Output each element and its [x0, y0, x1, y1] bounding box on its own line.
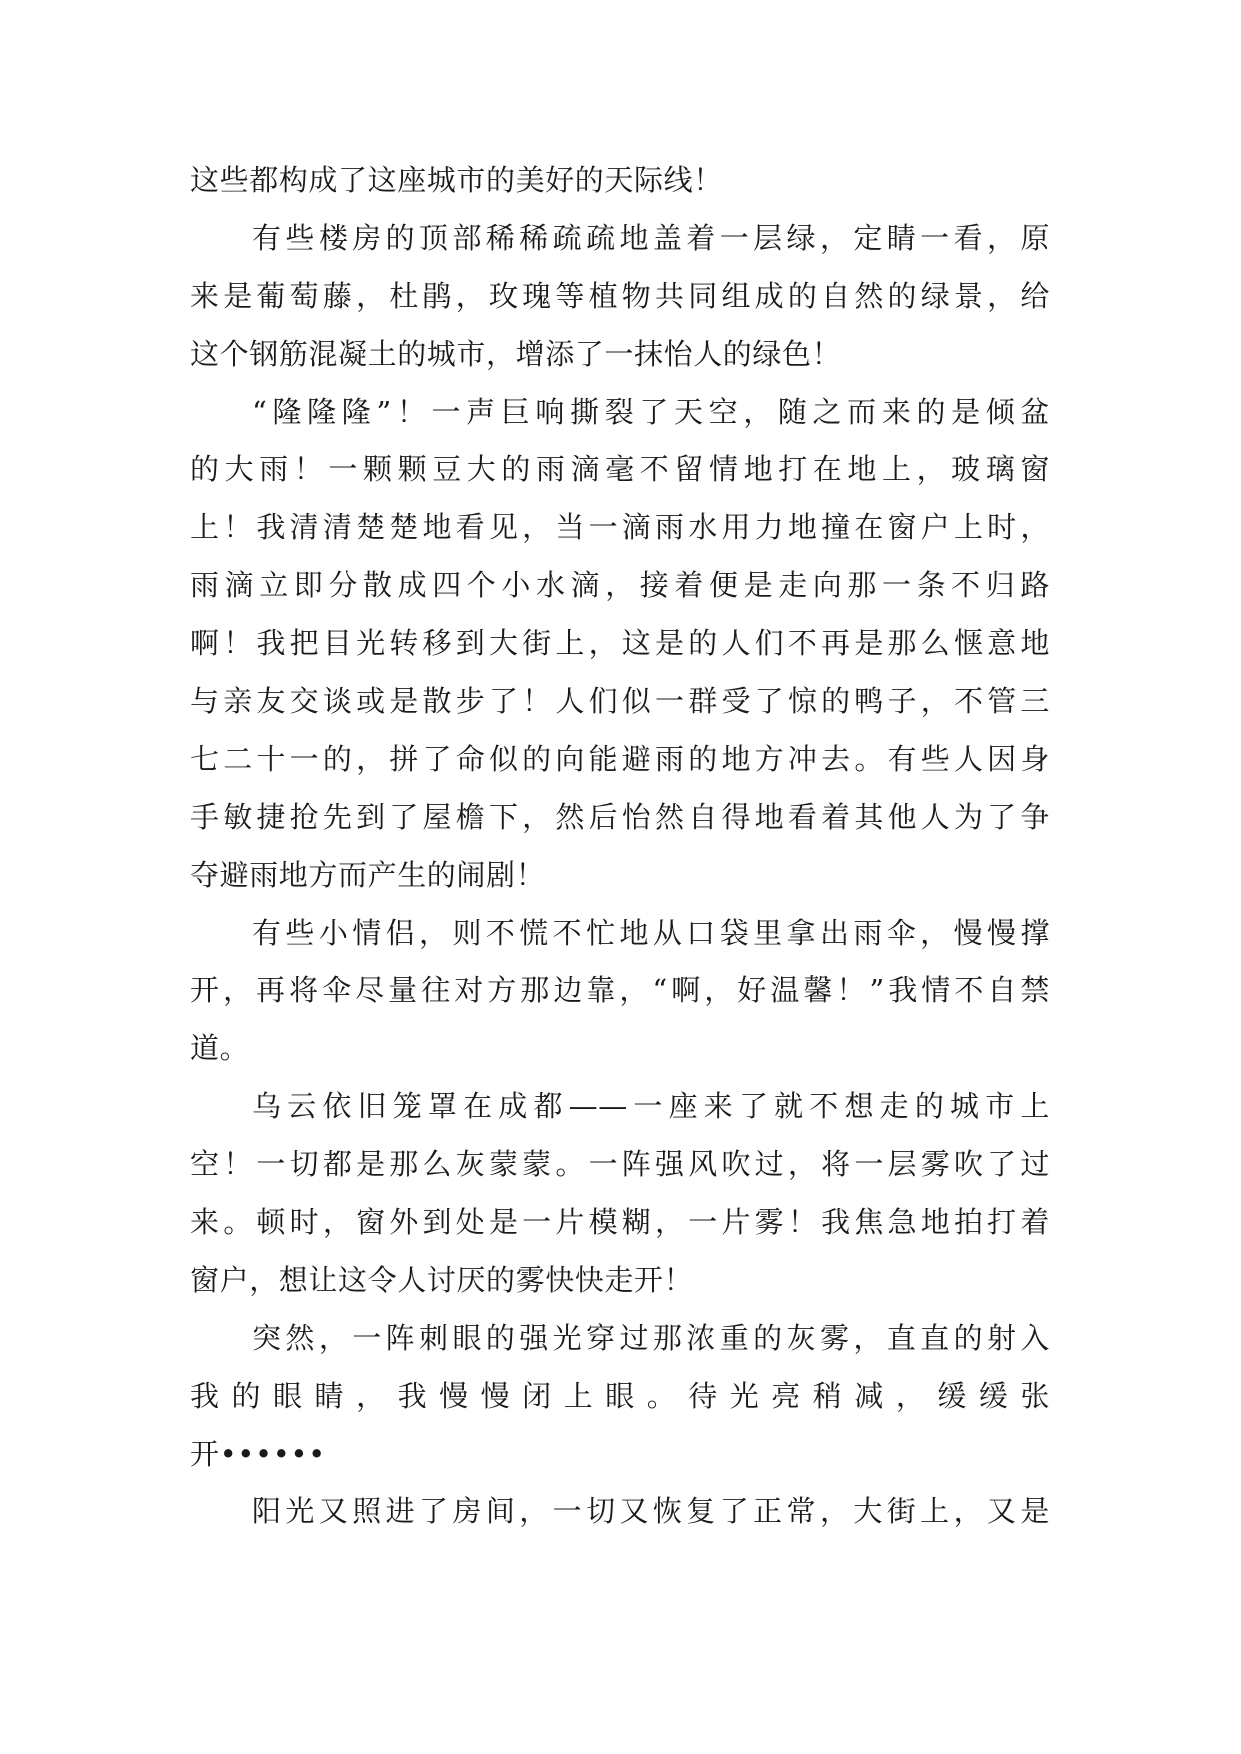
text-line: 阳光又照进了房间，一切又恢复了正常，大街上，又是 [252, 1494, 1050, 1529]
text-line: 来是葡萄藤，杜鹃，玫瑰等植物共同组成的自然的绿景，给 [190, 278, 1050, 313]
text-line: 与亲友交谈或是散步了！人们似一群受了惊的鸭子，不管三 [190, 684, 1050, 719]
text-line: 这些都构成了这座城市的美好的天际线！ [190, 163, 723, 197]
text-line: 手敏捷抢先到了屋檐下，然后怡然自得地看着其他人为了争 [190, 799, 1050, 834]
text-line: 突然，一阵刺眼的强光穿过那浓重的灰雾，直直的射入 [252, 1320, 1050, 1355]
text-line: 夺避雨地方而产生的闹剧！ [190, 857, 546, 892]
text-line: 开•••••• [190, 1436, 326, 1471]
text-line: 我的眼睛，我慢慢闭上眼。待光亮稍减，缓缓张 [190, 1378, 1050, 1413]
text-line: 窗户，想让这令人讨厌的雾快快走开！ [190, 1262, 694, 1297]
text-line: 空！一切都是那么灰蒙蒙。一阵强风吹过，将一层雾吹了过 [190, 1147, 1050, 1182]
text-line: 开，再将伞尽量往对方那边靠，“啊，好温馨！”我情不自禁 [190, 973, 1050, 1008]
text-line: 有些小情侣，则不慌不忙地从口袋里拿出雨伞，慢慢撑 [252, 915, 1050, 950]
body-text [190, 152, 1050, 1541]
text-line: 的大雨！一颗颗豆大的雨滴毫不留情地打在地上，玻璃窗 [190, 452, 1050, 487]
text-line: 啊！我把目光转移到大街上，这是的人们不再是那么惬意地 [190, 626, 1050, 661]
text-line: “隆隆隆”！一声巨响撕裂了天空，随之而来的是倾盆 [252, 394, 1050, 429]
text-line: 这个钢筋混凝土的城市，增添了一抹怡人的绿色！ [190, 336, 842, 371]
text-line: 有些楼房的顶部稀稀疏疏地盖着一层绿，定睛一看，原 [252, 220, 1050, 255]
text-line: 雨滴立即分散成四个小水滴，接着便是走向那一条不归路 [190, 568, 1050, 603]
text-line: 七二十一的，拼了命似的向能避雨的地方冲去。有些人因身 [190, 741, 1050, 776]
text-line: 乌云依旧笼罩在成都——一座来了就不想走的城市上 [252, 1089, 1050, 1124]
text-line: 来。顿时，窗外到处是一片模糊，一片雾！我焦急地拍打着 [190, 1205, 1050, 1240]
text-line: 上！我清清楚楚地看见，当一滴雨水用力地撞在窗户上时， [190, 510, 1050, 545]
text-line: 道。 [190, 1031, 250, 1066]
